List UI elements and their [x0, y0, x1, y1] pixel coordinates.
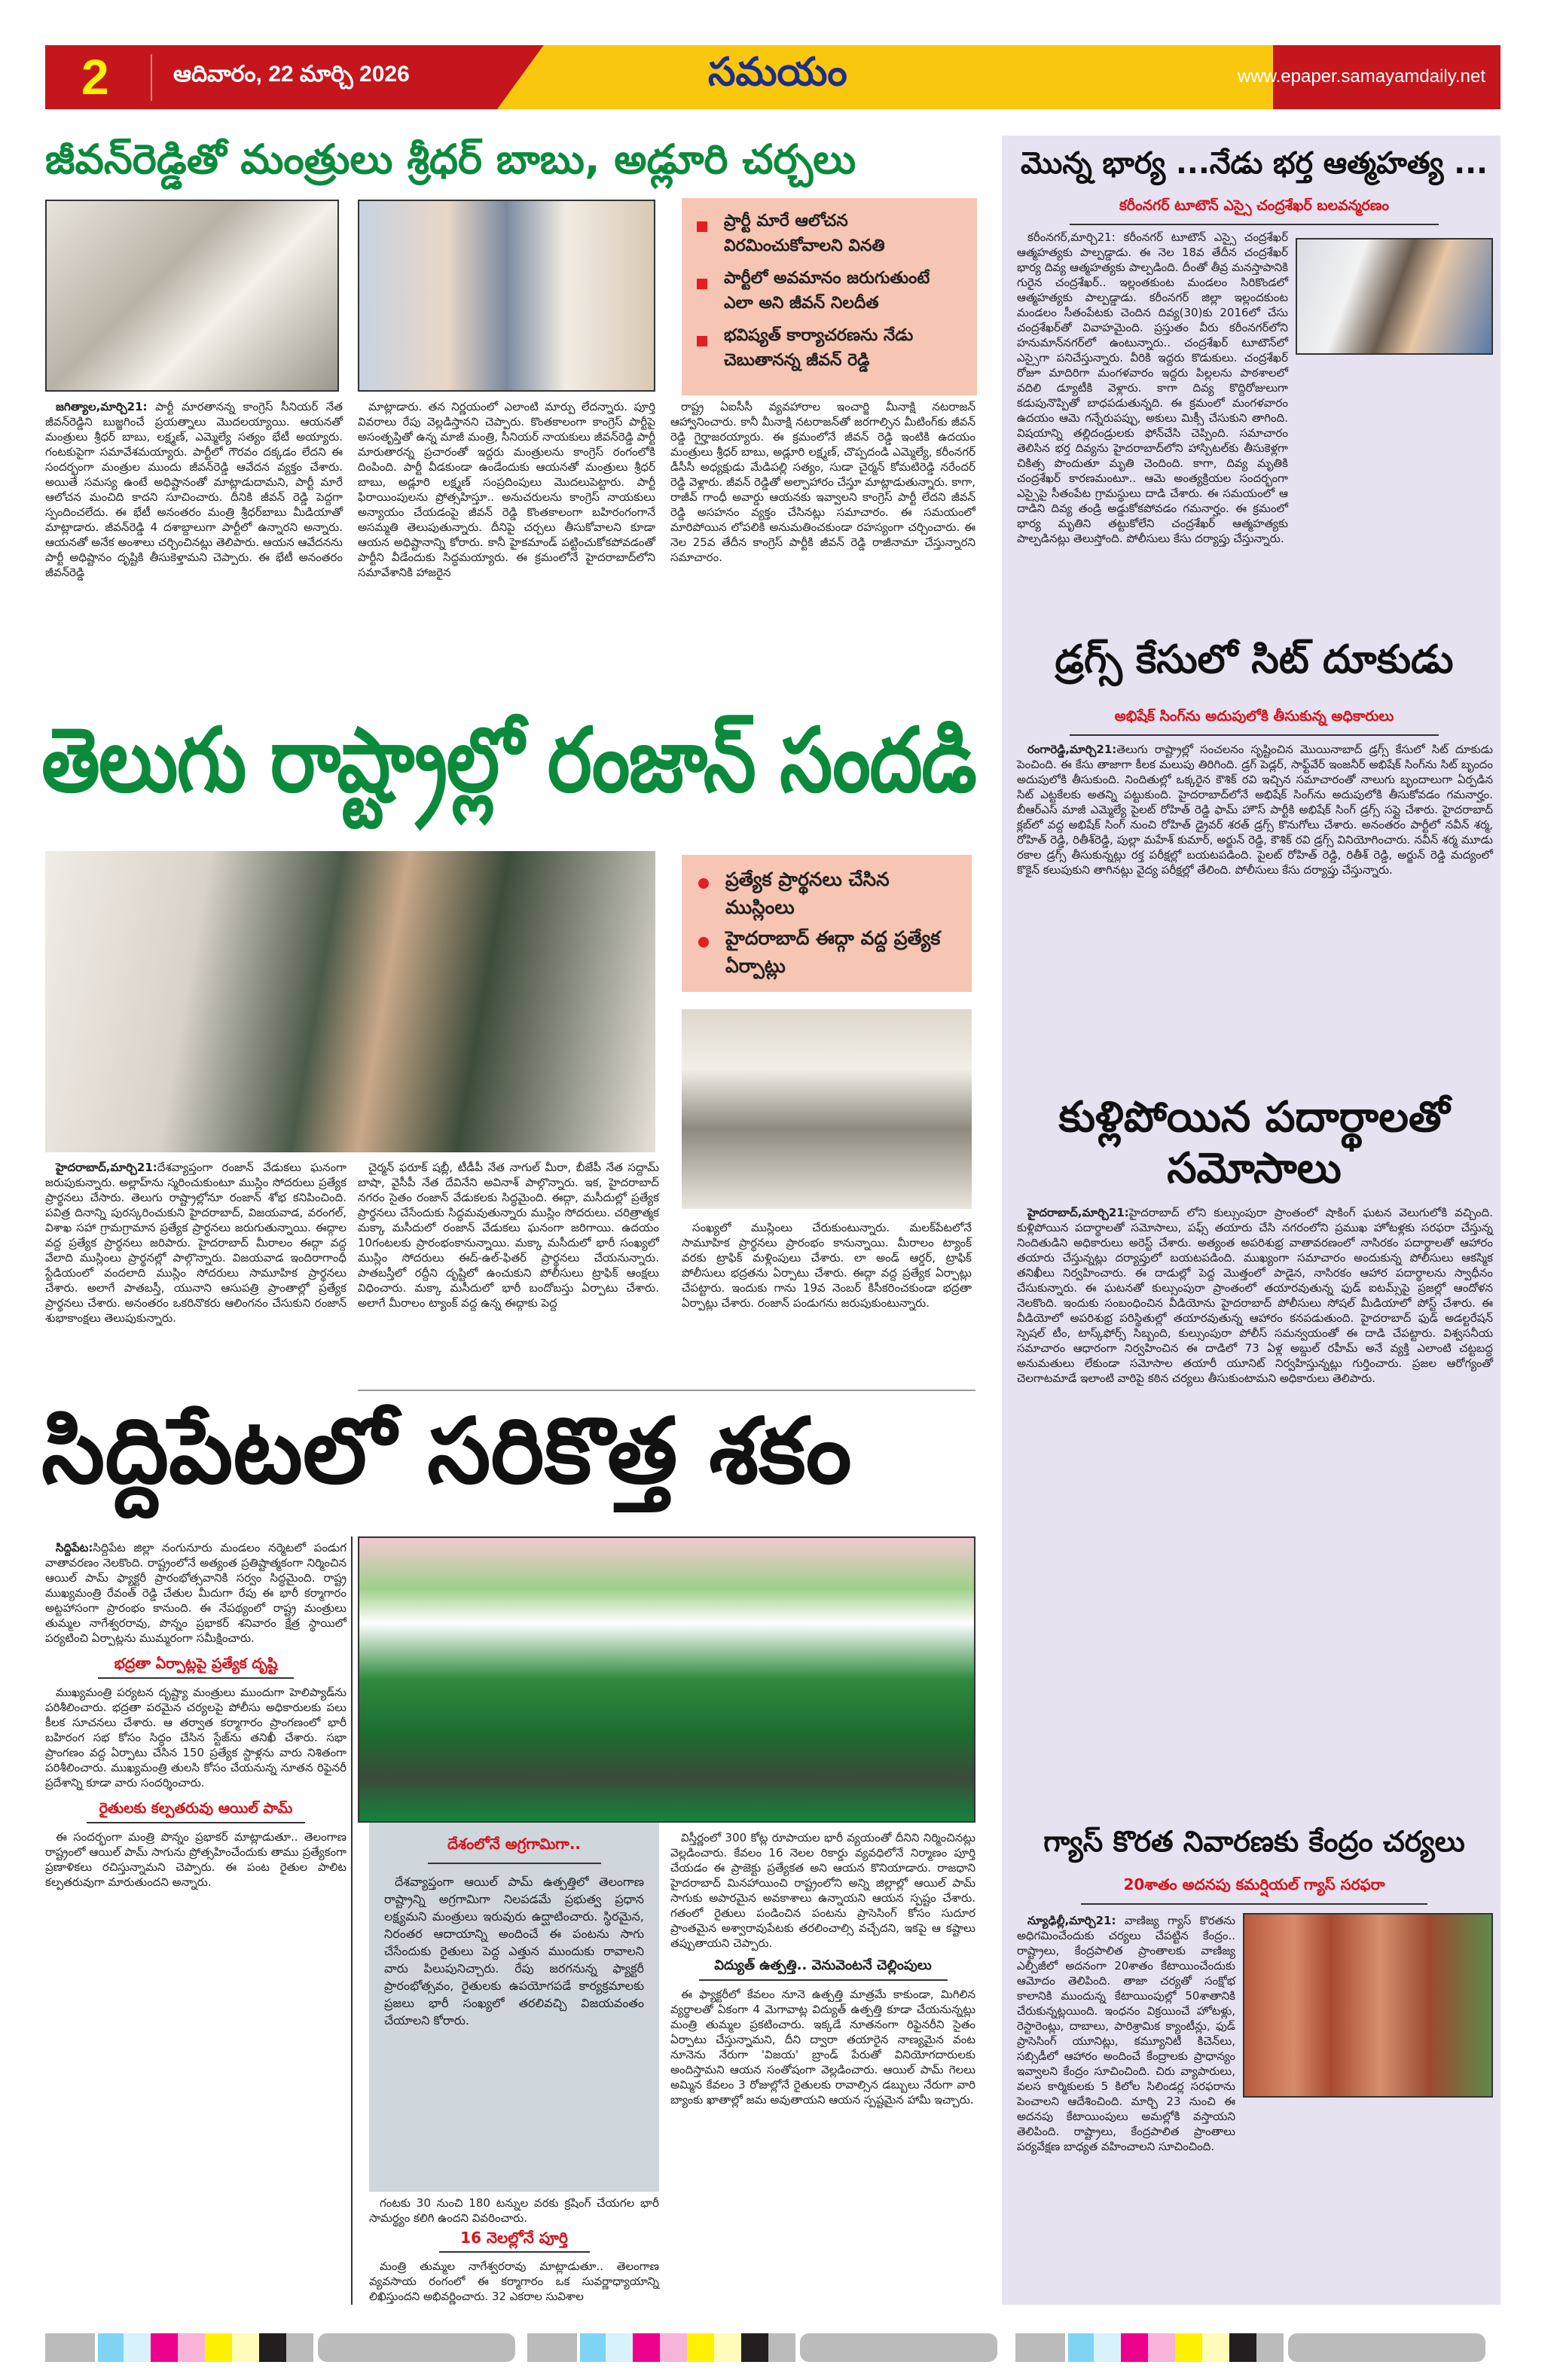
- story2-highlights: [682, 855, 972, 992]
- side2-subhead: అభిషేక్ సింగ్‌ను అదుపులోకి తీసుకున్న అధికారులు: [1070, 708, 1439, 736]
- story3-text: విస్తీర్ణంలో 300 కోట్ల రూపాయల భారీ వ్యయంతో దీనిని నిర్మించినట్లు వెల్లడించారు. కేవలం 16 నెలల రికార్డు వ్యవధిలోనే నిర్మాణం పూర్తి చేయడం ఈ ప్రాజెక్టు ప్రత్యేకత అని ఆయన కొనియాడారు. రాజధాని హైదరాబాద్ మినహాయించి రాష్ట్రంలోని అన్ని జిల్లాల్లో ఆయిల్ పామ్ సాగుకు అపారమైన అవకాశాలు ఉన్నాయని ఆయన స్పష్టం చేశారు. గతంలో రైతులు పండించిన పంటను ప్రాసెసింగ్ కోసం సుదూర ప్రాంతమైన అశ్వారావుపేటకు తరలించాల్సి వచ్చేదని, ఇకపై ఆ కష్టాలు తప్పుతాయని చెప్పారు.: [670, 1831, 975, 1950]
- story1-photo-leaders: [358, 200, 655, 392]
- story2-text: చైర్మన్ ఫరూక్ షబ్లీ, టీడీపీ నేత నాగుల్ మీరా, బీజేపీ నేత సద్దామ్ బాషా, వైసీపీ నేత దేవినేని అవినాశ్ పాల్గొన్నారు. ఇక, హైదరాబాద్ నగరం సైతం రంజాన్ వేడుకలకు సిద్ధమైంది. ఈద్గా, మసీదుల్లో ప్రత్యేక ప్రార్థనలు చేసేందుకు సిద్ధమవుతున్నారు ముస్లిం సోదరులు. చరిత్రాత్మక మక్కా మసీదులో రంజాన్ వేడుకలు ఘనంగా జరిగాయి. ఉదయం 10గంటలకు ప్రారంభంకానున్నాయి. మక్కా మసీదులో భారీ సంఖ్యలో ముస్లిం సోదరులు ఈద్-ఉల్-ఫితర్ ప్రార్థనలు చేయనున్నారు. పాతబస్తీలో రద్దీని దృష్టిలో ఉంచుకుని పోలీసులు ట్రాఫిక్ ఆంక్షలు విధించారు. మక్కా మసీదులో భారీ బందోబస్తు ఏర్పాటు చేశారు. అలాగే మీరాలం ట్యాంక్ వద్ద ఉన్న ఈద్గాకు పెద్ద: [358, 1161, 659, 1310]
- side3-headline: కుళ్లిపోయిన పదార్థాలతో సమోసాలు: [1058, 1093, 1450, 1193]
- side4-subhead: 20శాతం అదనపు కమర్షియల్ గ్యాస్ సరఫరా: [1081, 1875, 1427, 1905]
- story3-subhead-16months: 16 నెలల్లోనే పూర్తి: [439, 2230, 590, 2253]
- story2-headline: తెలుగు రాష్ట్రాల్లో రంజాన్ సందడి: [41, 708, 976, 812]
- dateline: జగిత్యాల,మార్చి21:: [56, 400, 148, 413]
- story3-sidebox: [369, 1823, 659, 2192]
- side1-text: కరీంనగర్,మార్చి21: కరీంనగర్ టూటౌన్ ఎస్సై చంద్రశేఖర్ ఆత్మహత్యకు పాల్పడ్డాడు. ఈ నెల 18వ తేదీన చంద్రశేఖర్ భార్య దివ్య ఆత్మహత్యకు పాల్పడింది. దీంతో తీవ్ర మనస్తాపానికి గురైన చంద్రశేఖర్.. ఇల్లంతకుంట మండలం సిరికొండలో ఆత్మహత్యకు పాల్పడ్డాడు. కరీంనగర్ జిల్లా ఇల్లందకుంట మండలం సీతంపేటకు చెందిన దివ్య(30)కు 2016లో చేసు చంద్రశేఖర్‌తో వివాహమైంది. ప్రస్తుతం వీరు కరీంనగర్‌లోని హనుమాన్‌నగర్‌లో ఉంటున్నారు.. చంద్రశేఖర్ టూటౌన్‌లో ఎస్సైగా పనిచేస్తున్నారు. వీరికి ఇద్దరు కొడుకులు. చంద్రశేఖర్ రోజూ మాదిరిగా మంగళవారం ఇద్దరు పిల్లలను పాఠశాలలో వదిలి డ్యూటీకి వెళ్లారు. కాగా దివ్య కొద్దిరోజులుగా కడుపునొప్పితో బాధపడుతున్నది. ఈ క్రమంలో మంగళవారం ఉదయం ఆమె గన్నేరుపప్పు, అకులు మిక్సీ చేసుకుని తాగింది. విషయాన్ని తల్లిదండ్రులకు ఫోన్‌చేసి చెప్పింది. సమాచారం తెలిసిన భర్త దివ్యను హైదరాబాద్‌లోని హాస్పిటల్‌కు తీసుకెళ్లగా చికిత్స పొందుతూ మృతి చెందింది. కాగా, దివ్య మృతికి చంద్రశేఖర్ కారణమంటూ.. ఆమె అంత్యక్రియల సందర్భంగా ఎస్సైపై సీతంపేట గ్రామస్థులు దాడి చేశారు. ఈ సమయంలో ఆ దాడిని దివ్య తండ్రి అడ్డుకోకపోవడం గమనార్హం. ఈ క్రమంలో భార్య మృతిని తట్టుకోలేని చంద్రశేఖర్ ఆత్మహత్యకు పాల్పడినట్లు తెలుస్తోంది. పోలీసులు కేసు దర్యాప్తు చేస్తున్నారు.: [1017, 230, 1288, 545]
- side3-text: హైదరాబాద్ లోని కుల్సుంపురా ప్రాంతంలో షాకింగ్ ఘటన వెలుగులోకి వచ్చింది. కుళ్లిపోయిన పదార్థాలతో సమోసాలు, పఫ్స్ తయారు చేసి నగరంలోని ప్రముఖ హోటళ్లకు సరఫరా చేస్తున్న నిందితుడిని అధికారులు అరెస్ట్ చేశారు. అత్యంత అపరిశుభ్ర వాతావరణంలో నాసిరకం పదార్థాలతో ఆహారం తయారు చేస్తున్నట్లు దర్యాప్తులో బయటపడింది. ముఖ్యంగా సమాచారం అందుకున్న పోలీసులు ఆకస్మిక తనిఖీలు నిర్వహించారు. ఈ దాడుల్లో పెద్ద మొత్తంలో పాడైన, నాసిరకం ఆహార పదార్థాలను స్వాధీనం చేసుకున్నారు. ఈ ఘటనతో కుల్సుంపురా ప్రాంతంలో తయారవుతున్న ఫుడ్ ఐటమ్స్‌పై ప్రజల్లో ఆందోళన నెలకొంది. ఇందుకు సంబంధించిన వీడియోను హైదరాబాద్ పోలీసులు సోషల్ మీడియాలో పోస్ట్ చేశారు. ఈ వీడియోలో అపరిశుభ్ర పరిస్థితుల్లో తయారవుతున్న ఆహారం కనపడుతుంది. హైదరాబాద్ ఫుడ్ అడల్టరేషన్ స్పెషల్ టీం, టాస్క్‌ఫోర్స్ సిబ్బంది, కుల్సుంపురా పోలీస్ సమన్వయంతో ఈ దాడి చేపట్టారు. విశ్వసనీయ సమాచారం ఆధారంగా నిర్వహించిన ఈ దాడిలో 73 ఏళ్ల అబ్దుల్ రహీమ్ అనే వ్యక్తి ఎలాంటి చట్టబద్ధ అనుమతులు లేకుండా సమోసాల తయారీ యూనిట్ నిర్వహిస్తున్నట్లు గుర్తించారు. ప్రజల ఆరోగ్యంతో చెలగాటమాడే ఇలాంటి వారిపై కఠిన చర్యలు తీసుకుంటామని అధికారులు తెలిపారు.: [1017, 1206, 1493, 1385]
- dateline: హైదరాబాద్,మార్చి21:: [56, 1161, 157, 1174]
- side1-column-top: [1017, 230, 1288, 545]
- story3-column-1: [45, 1540, 347, 2305]
- story2-column-1: [45, 1160, 347, 1375]
- story3-subhead-security: భద్రతా ఏర్పాట్లపై ప్రత్యేక దృష్టి: [98, 1656, 294, 1679]
- dateline: న్యూఢిల్లీ,మార్చి21:: [1027, 1914, 1116, 1927]
- story1-text: మాట్లాడారు. తన నిర్ణయంలో ఎలాంటి మార్పు లేదన్నారు. పూర్తి వివరాలు రేపు వెల్లడిస్తానని చెప్పారు. కొంతకాలంగా కాంగ్రెస్ పార్టీపై అసంతృప్తితో ఉన్న మాజీ మంత్రి, సీనియర్ నాయకులు జీవన్‌రెడ్డి పార్టీ మారుతారన్న ప్రచారంతో ఇద్దరు మంత్రులను కాంగ్రెస్ రంగంలోకి దింపింది. పార్టీ వీడకుండా ఉండేందుకు ఆయనతో మంత్రులు శ్రీధర్ బాబు, అడ్లూరి లక్ష్మణ్ సంప్రదింపులు మొదలుపెట్టారు. పార్టీ ఫిరాయింపులను ప్రోత్సహిస్తూ.. అనుచరులను కాంగ్రెస్ నాయకులు అన్యాయం చేయడంపై జీవన్ రెడ్డి కొంతకాలంగా బహిరంగంగానే అసమ్మతి తెలుపుతున్నారు. దీనిపై చర్చలు తీసుకోవాలని కూడా ఆయన అధిష్టానాన్ని కోరారు. కానీ హైకమాండ్ పట్టించుకోకపోవడంతో పార్టీని వీడేందుకు సిద్ధమయ్యారు. ఈ క్రమంలోనే హైదరాబాద్‌లోని సమావేశానికి హాజరైన: [358, 400, 655, 579]
- story3-photo-ministers: [358, 1536, 975, 1823]
- page-header: [45, 45, 1501, 109]
- highlight-item: భవిష్యత్ కార్యాచరణను నేడు చెబుతానన్న జీవన్ రెడ్డి: [697, 323, 962, 373]
- side1-photo-couple: [1296, 238, 1493, 355]
- story3-headline: సిద్దిపేటలో సరికొత్త శకం: [41, 1399, 852, 1504]
- side2-headline: డ్రగ్స్ కేసులో సిట్ దూకుడు: [1055, 637, 1454, 682]
- story1-text: పార్టీ మారతానన్న కాంగ్రెస్ సీనియర్ నేత జీవన్‌రెడ్డిని బుజ్జగించే ప్రయత్నాలు మొదలయ్యాయి. ఆయనతో మంత్రులు శ్రీధర్ బాబు, లక్ష్మణ్, ఎమ్మెల్యే సత్యం భేటీ అయ్యారు. గంటకుపైగా సమావేశమయ్యారు. పార్టీలో గౌరవం దక్కడం లేదని ఈ సందర్భంగా మంత్రుల ముందు జీవన్‌రెడ్డి ఆవేదన వ్యక్తం చేశారు. అయితే సమస్య ఉంటే అధిష్టానంతో మాట్లాడుదామని, పార్టీ మారే ఆలోచన మంచిది కాదని సూచించారు. దీనికి జీవన్ రెడ్డి పెద్దగా స్పందించలేదు. ఈ భేటీ అనంతరం మంత్రి శ్రీధర్‌బాబు మీడియాతో మాట్లాడారు. జీవన్‌రెడ్డి 4 దశాబ్దాలుగా పార్టీలో ఉన్నారని అన్నారు. ఆయనతో అనేక అంశాలు చర్చించినట్లు తెలిపారు. ఆయన ఆవేదనను పార్టీ అధిష్టానం దృష్టికి తీసుకెళ్తామని చెప్పారు. ఈ భేటీ అనంతరం జీవన్‌రెడ్డి: [45, 400, 343, 579]
- side2-text: తెలుగు రాష్ట్రాల్లో సంచలనం సృష్టించిన మొయినాబాద్ డ్రగ్స్ కేసులో సిట్ దూకుడు పెంచింది. ఈ కేసు తాజాగా కీలక మలుపు తిరిగింది. డ్రగ్ పెడ్లర్, సాఫ్ట్‌వేర్ ఇంజనీర్ అభిషేక్ సింగ్‌ను సిట్ బృందం అదుపులోకి తీసుకుంది. నిందితుల్లో ఒక్కరైన కౌశిక్ రవి ఇచ్చిన సమాచారంతో నాలుగు బృందాలుగా ఏర్పడిన సిట్ ఎట్టకేలకు అతన్ని పట్టుకుంది. హైదరాబాద్‌లోనే అభిషేక్ సింగ్‌ను అదుపులోకి తీసుకోవడం గమనార్హం. బీఆర్ఎస్ మాజీ ఎమ్మెల్యే పైలట్ రోహిత్ రెడ్డి ఫామ్ హౌస్ పార్టీకి అభిషేక్ సింగ్ డ్రగ్స్ సప్లై చేశారు. హైదరాబాద్ క్లబ్‌లో వద్ద అభిషేక్ సింగ్ నుంచి రోహిత్ డ్రైవర్ శరత్ డ్రగ్స్ కొనుగోలు చేశారు. అనంతరం పార్టీలో నవీన్ శర్మ, రోహిత్ రెడ్డి, రితీశ్‌రెడ్డి, పుల్లా మహేశ్ కుమార్, అర్జున్ రెడ్డి, కౌశిక్ రవి డ్రగ్స్ వినియోగించారు. నవీన్ శర్మ మూడు రకాల డ్రగ్స్ తీసుకున్నట్లు రక్త పరీక్షల్లో బయటపడింది. పైలట్ రోహిత్ రెడ్డి, రితీశ్ రెడ్డి, అర్జున్ రెడ్డి మద్యంలో కొకైన్ కలుపుకుని తాగినట్లు వైద్య పరీక్షల్లో తేలింది. పోలీసులు కేసు దర్యాప్తు చేస్తున్నారు.: [1017, 743, 1493, 877]
- section-divider: [358, 1390, 975, 1391]
- story2-column-2: [358, 1160, 659, 1375]
- print-color-bars: [45, 2333, 1501, 2362]
- side4-headline: గ్యాస్ కొరత నివారణకు కేంద్రం చర్యలు: [1043, 1825, 1465, 1858]
- story2-photo-prayers: [682, 1009, 972, 1209]
- story1-photo-meeting: [45, 200, 339, 392]
- highlight-item: ప్రార్టీ మారే ఆలోచన విరమించుకోవాలని వినతి: [697, 209, 962, 258]
- sidebox-text: దేశవ్యాప్తంగా ఆయిల్ పామ్ ఉత్పత్తిలో తెలంగాణ రాష్ట్రాన్ని అగ్రగామిగా నిలపడమే ప్రభుత్వ ప్రధాన లక్ష్యమని మంత్రులు ఇరువురు ఉద్ఘాటించారు. స్థిరమైన, నిరంతర ఆదాయాన్ని అందించే ఈ పంటను సాగు చేసేందుకు రైతులు పెద్ద ఎత్తున ముందుకు రావాలని వారు పిలుపునిచ్చారు. రేపు జరగనున్న ఫ్యాక్టరీ ప్రారంభోత్సవం, రైతులకు ఉపయోగపడే కార్యక్రమాలకు ప్రజలు భారీ సంఖ్యలో తరలివచ్చి విజయవంతం చేయాలని కోరారు.: [384, 1875, 644, 2028]
- story2-text: సంఖ్యలో ముస్లింలు చేరుకుంటున్నారు. మలక్‌పేటలోనే సామూహిక ప్రార్థనలు ప్రారంభం కానున్నాయి. మీరాలం ట్యాంక్ వరకు ట్రాఫిక్ మళ్లింపులు చేశారు. లా అండ్ ఆర్డర్, ట్రాఫిక్ పోలీసులు భద్రతను ఏర్పాటు చేశారు. ఈద్గా వద్ద ప్రత్యేక ఏర్పాట్లు చేపట్టారు. ఇందుకు గాను 19వ నెంబర్ కిసీకరించకుండా భద్రతా ఏర్పాట్లు చేశారు. రంజాన్ పండుగను జరుపుకుంటున్నారు.: [682, 1221, 972, 1310]
- side4-photo-cylinders: [1243, 1913, 1493, 2098]
- dateline: హైదరాబాద్,మార్చి21:: [1027, 1206, 1129, 1219]
- story3-text: ఈ ఫ్యాక్టరీలో కేవలం నూనె ఉత్పత్తి మాత్రమే కాకుండా, మిగిలిన వ్యర్థాలతో ఏకంగా 4 మెగావాట్ల విద్యుత్ ఉత్పత్తి కూడా చేయనున్నట్లు మంత్రి తుమ్మల ప్రకటించారు. ఇక్కడే నూతనంగా రిఫైనరీని సైతం ఏర్పాటు చేస్తున్నామని, దీని ద్వారా తయారైన నాణ్యమైన వంట నూనెను నేరుగా 'విజయ' బ్రాండ్ పేరుతో వినియోగదారులకు అందిస్తామని ఆయన సంతోషంగా వెల్లడించారు. ఆయిల్ పామ్ గెలలు అమ్మిన కేవలం 3 రోజుల్లోనే రైతులకు రావాల్సిన డబ్బులు నేరుగా వారి బ్యాంకు ఖాతాల్లో జమ అవుతాయని ఆయన స్పష్టమైన హామీ ఇచ్చారు.: [670, 1988, 975, 2107]
- masthead-logo: సమయం: [708, 50, 847, 95]
- side1-subhead: కరీంనగర్ టూటౌన్ ఎస్సై చంద్రశేఖర్ బలవన్మరణం: [1070, 197, 1439, 225]
- story1-text: రాష్ట్ర ఏఐసీసీ వ్యవహారాల ఇంచార్జి మీనాక్షి నటరాజన్ ఆహ్వానించారు. కానీ మీనాక్షి నటరాజన్‌తో జరగాల్సిన మీటింగ్‌కు జీవన్ రెడ్డి గైర్హాజరయ్యారు. ఈ క్రమంలోనే జీవన్ రెడ్డి ఇంటికి ఉదయం మంత్రులు శ్రీధర్ బాబు, అడ్లూరి లక్ష్మణ్, చొప్పదండి ఎమ్మెల్యే, కరీంనగర్ డీసీసీ అధ్యక్షుడు మేడిపల్లి సత్యం, సుడా చైర్మన్ కోమటిరెడ్డి నరేందర్ రెడ్డి వెళ్లారు. జీవన్ రెడ్డితో అల్పాహారం చేస్తూ మాట్లాడుతున్నారు. కాగా, రాజీవ్ గాంధీ అవార్డు ఆయనకు ఇవ్వాలని కాంగ్రెస్ పార్టీ లేదని జీవన్ రెడ్డి అసహనం వ్యక్తం చేసినట్లు సమాచారం. ఈ సమయంలో మారిపోయిన లోపలికి అనుమతించకుండా రహస్యంగా చర్చించారు. ఈ నెల 25వ తేదీన కాంగ్రెస్ పార్టీకి జీవన్ రెడ్డి రాజీనామా చేస్తున్నారని సమాచారం.: [670, 400, 975, 564]
- side3-body: [1017, 1205, 1493, 1808]
- highlight-item: ప్రత్యేక ప్రార్థనలు చేసిన ముస్లింలు: [698, 865, 955, 921]
- story1-column-1: [45, 399, 343, 694]
- issue-date: ఆదివారం, 22 మార్చి 2026: [173, 62, 410, 87]
- epaper-url[interactable]: www.epaper.samayamdaily.net: [1237, 66, 1485, 87]
- story1-highlights: [682, 198, 977, 395]
- highlight-item: పార్టీలో అవమానం జరుగుతుంటే ఎలా అని జీవన్ నిలదీత: [697, 266, 962, 316]
- dateline: రంగారెడ్డి,మార్చి21:: [1027, 743, 1117, 756]
- story3-subhead-oilpalm: రైతులకు కల్పతరువు ఆయిల్ పామ్: [87, 1801, 305, 1823]
- story1-column-2: [358, 399, 655, 694]
- story1-headline: జీవన్‌రెడ్డితో మంత్రులు శ్రీధర్ బాబు, అడ్లూరి చర్చలు: [45, 136, 856, 183]
- story3-column-2: [369, 2195, 659, 2308]
- side2-body: [1017, 742, 1493, 1073]
- highlight-item: హైదరాబాద్ ఈద్గా వద్ద ప్రత్యేక ఏర్పాట్లు: [698, 924, 955, 980]
- story1-column-3: [670, 399, 975, 694]
- dateline: సిద్దిపేట:: [56, 1541, 93, 1555]
- side1-column-bottom: [1017, 360, 1493, 609]
- page-number: 2: [81, 49, 109, 105]
- side1-headline: మొన్న భార్య ...నేడు భర్త ఆత్మహత్య ...: [1021, 146, 1488, 181]
- side4-column-top: [1017, 1913, 1235, 2153]
- story3-text: ఈ సందర్భంగా మంత్రి పొన్నం ప్రభాకర్ మాట్లాడుతూ.. తెలంగాణ రాష్ట్రంలో ఆయిల్ పామ్ సాగును ప్రోత్సహించేందుకు తాము ప్రత్యేకంగా ప్రణాళికలు రచిస్తున్నామని చెప్పారు. ఈ పంట రైతుల పాలిట కల్పతరువుగా మారుతుందని అన్నారు.: [45, 1830, 347, 1889]
- header-divider: [151, 54, 152, 101]
- story3-column-3: [670, 1830, 975, 2305]
- story2-text: దేశవ్యాప్తంగా రంజాన్ వేడుకలు ఘనంగా జరుపుకున్నారు. అల్లాహ్‌ను స్మరించుకుంటూ ముస్లిం సోదరులు ప్రత్యేక ప్రార్థనలు చేసారు. తెలుగు రాష్ట్రాల్లోనూ రంజాన్ శోభ కనిపించింది. పవిత్ర దినాన్ని పురస్కరించుకుని హైదరాబాద్, విజయవాడ, వరంగల్, విశాఖ సహా గ్రామగ్రామాన ప్రత్యేక ప్రార్థనలు జరుగుతున్నాయి. ఈద్గాల వద్ద ప్రత్యేక ప్రార్థనలు జరిపారు. హైదరాబాద్ మీరాలం ఈద్గా వద్ద వేలాది ముస్లింలు ప్రార్థనల్లో పాల్గొన్నారు. విజయవాడ ఇందిరాగాంధీ స్టేడియంలో వందలాది ముస్లిం సోదరులు సామూహిక ప్రార్థనలు చేశారు. అలాగే పాతబస్తీ, యునాని ఆసుపత్రి ప్రాంతాల్లో ప్రత్యేక ప్రార్థనలు చేశారు. అనంతరం ఒకరినొకరు ఆలింగనం చేసుకుని రంజాన్ శుభాకాంక్షలు తెలుపుకున్నారు.: [45, 1161, 347, 1325]
- story3-text: సిద్దిపేట జిల్లా నంగునూరు మండలం నర్మెటలో పండుగ వాతావరణం నెలకొంది. రాష్ట్రంలోనే అత్యంత ప్రతిష్టాత్మకంగా నిర్మించిన ఆయిల్ పామ్ ఫ్యాక్టరీ ప్రారంభోత్సవానికి సర్వం సిద్ధమైంది. రాష్ట్ర ముఖ్యమంత్రి రేవంత్ రెడ్డి చేతుల మీదుగా రేపు ఈ భారీ కర్మాగారం అట్టహాసంగా ప్రారంభం కానుంది. ఈ నేపథ్యంలో రాష్ట్ర మంత్రులు తుమ్మల నాగేశ్వరరావు, పొన్నం ప్రభాకర్ శనివారం క్షేత్ర స్థాయిలో పర్యటించి ఏర్పాట్లను ముమ్మరంగా సమీక్షించారు.: [45, 1541, 347, 1645]
- story2-photo-ramzan: [45, 851, 655, 1152]
- sidebox-title: దేశంలోనే అగ్రగామిగా..: [428, 1835, 601, 1864]
- story3-text: మంత్రి తుమ్మల నాగేశ్వరరావు మాట్లాడుతూ.. తెలంగాణ వ్యవసాయ రంగంలో ఈ కర్మాగారం ఒక సువర్ణాధ్యాయాన్ని లిఖిస్తుందని అభివర్ణించారు. 32 ఎకరాల సువిశాల: [369, 2259, 659, 2303]
- story3-text: ముఖ్యమంత్రి పర్యటన దృష్ట్యా మంత్రులు ముందుగా హెలిప్యాడ్‌ను పరిశీలించారు. భద్రతా పరమైన చర్యలపై పోలీసు అధికారులకు పలు కీలక సూచనలు చేశారు. ఆ తర్వాత కర్మాగారం ప్రాంగణంలో భారీ బహిరంగ సభ కోసం సిద్ధం చేసిన స్టేజ్‌ను తనిఖీ చేశారు. సభా ప్రాంగణం వద్ద ఏర్పాటు చేసిన 150 ప్రత్యేక స్టాళ్లను వారు నిశితంగా పరిశీలించారు. ముఖ్యమంత్రి తులసి కోసం చేయనున్న నూతన రిఫైనరీ ప్రదేశాన్ని కూడా వారు సందర్శించారు.: [45, 1686, 347, 1790]
- story3-subhead-power: విద్యుత్ ఉత్పత్తి.. వెనువెంటనే చెల్లింపులు: [699, 1958, 948, 1981]
- column-rule: [351, 1536, 353, 2305]
- story2-column-3: [682, 1220, 972, 1375]
- side4-text: వాణిజ్య గ్యాస్ కొరతను అధిగమించేందుకు చర్యలు చేపట్టిన కేంద్రం.. రాష్ట్రాలు, కేంద్రపాలిత ప్రాంతాలకు వాణిజ్య ఎల్పీజీలో అదనంగా 20శాతం కేటాయించేందుకు ఆమోదం తెలిపింది. తాజా చర్యతో సంక్షోభ కాలానికి ముందున్న కేటాయింపుల్లో 50శాతానికి చేరుకున్నట్లయింది. ఇంధనం విక్రయించే హోటళ్లు, రెస్టారెంట్లు, దాబాలు, పారిశ్రామిక క్యాంటీన్లు, ఫుడ్ ప్రాసెసింగ్ యూనిట్లు, కమ్యూనిటీ కిచెన్‌లు, సబ్సిడీలో ఆహారం అందించే కేంద్రాలకు ప్రాధాన్యం ఇవ్వాలని కేంద్రం సూచించింది. చిరు వ్యాపారులు, వలస కార్మికులకు 5 కిలోల సిలిండర్ల సరఫరాను పెంచాలని ఆదేశించింది. మార్చి 23 నుంచి ఈ అదనపు కేటాయింపులు అమల్లోకి వస్తాయని తెలిపింది. రాష్ట్రాలు, కేంద్రపాలిత ప్రాంతాలు పర్యవేక్షణ బాధ్యత వహించాలని సూచించింది.: [1017, 1914, 1235, 2153]
- header-yellow-band: [497, 45, 1273, 109]
- story3-text: గంటకు 30 నుంచి 180 టన్నుల వరకు క్రషింగ్ చేయగల భారీ సామర్థ్యం కలిగి ఉందని వివరించారు.: [369, 2196, 659, 2225]
